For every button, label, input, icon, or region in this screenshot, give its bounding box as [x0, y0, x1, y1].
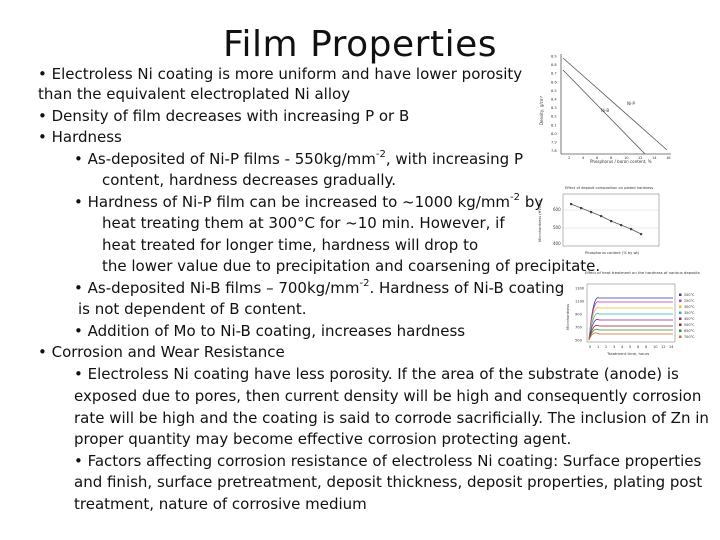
- density-x-tick: 16: [666, 156, 671, 160]
- density-y-tick: 8.9: [551, 54, 557, 59]
- heat-y-tick: 1100: [575, 299, 585, 304]
- body-line: heat treated for longer time, hardness will drop to: [102, 236, 479, 254]
- density-y-label: Density, g/cm³: [539, 95, 544, 125]
- body-line: [74, 278, 564, 298]
- density-x-tick: 6: [596, 156, 599, 160]
- heat-x-tick: 14: [669, 345, 674, 349]
- density-y-tick: 8.5: [551, 88, 557, 93]
- heat-legend-label: 500°C: [684, 323, 695, 327]
- body-line: treatment, nature of corrosive medium: [74, 495, 367, 513]
- heat-x-tick: 6: [637, 345, 640, 349]
- line-text: • Hardness of Ni-P film can be increased to ~1000 kg/mm: [74, 193, 511, 211]
- hardness-chart: [535, 184, 665, 256]
- density-y-tick: 8.8: [551, 63, 557, 68]
- density-y-tick: 7.9: [551, 140, 557, 145]
- density-y-tick: 8.3: [551, 106, 557, 111]
- heat-legend-marker: [679, 294, 682, 297]
- heat-x-tick: 8: [645, 345, 648, 349]
- heat-y-tick: 700: [575, 325, 582, 330]
- hardness-y-tick: 500: [553, 225, 561, 230]
- line-text: by: [520, 193, 544, 211]
- body-line: • Hardness: [38, 128, 122, 146]
- heat-legend-label: 200°C: [684, 293, 695, 297]
- heat-x-tick: 4: [621, 345, 624, 349]
- density-x-tick: 12: [638, 156, 643, 160]
- heat-y-tick: 900: [575, 312, 582, 317]
- heat-x-tick: 2: [605, 345, 608, 349]
- hardness-title: Effect of deposit composition on plated hardness: [565, 186, 654, 190]
- body-line: • Factors affecting corrosion resistance of electroless Ni coating: Surface properties: [74, 452, 702, 470]
- body-line: content, hardness decreases gradually.: [102, 171, 397, 189]
- heat-y-tick: 500: [575, 338, 582, 343]
- density-chart: [535, 50, 675, 165]
- density-line-nib: [563, 58, 667, 150]
- heat-treatment-figure: [565, 268, 705, 356]
- density-x-tick: 14: [652, 156, 657, 160]
- hardness-y-label: Microhardness (HV100): [538, 199, 542, 242]
- density-y-tick: 8.6: [551, 80, 557, 85]
- heat-legend-marker: [679, 300, 682, 303]
- slide-title: Film Properties: [222, 24, 498, 65]
- heat-legend-marker: [679, 336, 682, 339]
- superscript: -2: [359, 278, 370, 289]
- superscript: -2: [375, 149, 386, 160]
- body-line: than the equivalent electroplated Ni alloy: [38, 85, 351, 103]
- heat-legend-label: 650°C: [684, 329, 695, 333]
- heat-legend-marker: [679, 324, 682, 327]
- body-line: exposed due to pores, then current density will be high and consequently corrosion: [74, 387, 702, 405]
- heat-legend-marker: [679, 312, 682, 315]
- heat-legend-marker: [679, 330, 682, 333]
- body-line: • Addition of Mo to Ni-B coating, increases hardness: [74, 322, 466, 340]
- heat-x-tick: 10: [653, 345, 658, 349]
- hardness-y-tick: 400: [553, 241, 561, 246]
- line-text: • As-deposited Ni-B films – 700kg/mm: [74, 279, 360, 297]
- density-y-tick: 8.2: [551, 114, 557, 119]
- density-label-nib: Ni-B: [601, 108, 610, 113]
- density-x-tick: 2: [568, 156, 571, 160]
- density-y-tick: 8.1: [551, 123, 557, 128]
- body-line: • Electroless Ni coating is more uniform and have lower porosity: [38, 65, 523, 83]
- body-line: • Density of film decreases with increasing P or B: [38, 107, 410, 125]
- density-y-tick: 8.0: [551, 131, 557, 136]
- heat-x-tick: 1: [597, 345, 600, 349]
- body-line: rate will be high and the coating is said to corrode sacrificially. The inclusion of Zn in: [74, 409, 709, 427]
- heat-x-label: Treatment time, hours: [607, 351, 650, 356]
- body-line: heat treating them at 300°C for ~10 min. However, if: [102, 214, 505, 232]
- density-x-label: Phosphorus / boron content, %: [590, 159, 652, 164]
- body-line: • Electroless Ni coating have less porosity. If the area of the substrate (anode) is: [74, 365, 679, 383]
- line-text: , with increasing P: [385, 150, 524, 168]
- density-figure: [535, 50, 675, 165]
- heat-legend-label: 700°C: [684, 335, 695, 339]
- body-line: proper quantity may become effective corrosion protecting agent.: [74, 430, 572, 448]
- heat-x-tick: 0: [589, 345, 592, 349]
- body-line: [74, 192, 543, 212]
- density-y-tick: 7.8: [551, 149, 557, 154]
- heat-title: Effect of heat treatment on the hardness of various deposits: [585, 270, 700, 275]
- heat-y-label: Microhardness: [566, 303, 570, 330]
- heat-treatment-chart: [565, 268, 705, 356]
- heat-x-tick: 3: [613, 345, 616, 349]
- heat-y-tick: 1300: [575, 286, 585, 291]
- line-text: • As-deposited of Ni-P films - 550kg/mm: [74, 150, 376, 168]
- line-text: . Hardness of Ni-B coating: [369, 279, 565, 297]
- heat-legend-label: 350°C: [684, 311, 695, 315]
- density-x-tick: 8: [610, 156, 613, 160]
- body-line: • Corrosion and Wear Resistance: [38, 343, 285, 361]
- body-line: [74, 149, 523, 169]
- hardness-y-tick: 600: [553, 207, 561, 212]
- body-line: is not dependent of B content.: [78, 300, 307, 318]
- body-line: the lower value due to precipitation and coarsening of precipitate.: [102, 257, 601, 275]
- density-y-tick: 8.7: [551, 71, 557, 76]
- heat-x-tick: 12: [661, 345, 666, 349]
- density-label-nip: Ni-P: [627, 101, 635, 106]
- density-x-tick: 4: [582, 156, 585, 160]
- body-line: and finish, surface pretreatment, deposit thickness, deposit properties, plating post: [74, 473, 703, 491]
- density-x-tick: 10: [624, 156, 629, 160]
- heat-legend-label: 400°C: [684, 317, 695, 321]
- heat-legend-marker: [679, 306, 682, 309]
- heat-legend-label: 300°C: [684, 305, 695, 309]
- heat-x-tick: 5: [629, 345, 632, 349]
- density-y-tick: 8.4: [551, 97, 557, 102]
- hardness-figure: [535, 184, 665, 256]
- heat-legend-marker: [679, 318, 682, 321]
- superscript: -2: [510, 192, 521, 203]
- hardness-x-label: Phosphorus content (% by wt): [585, 251, 640, 255]
- heat-legend-label: 250°C: [684, 299, 695, 303]
